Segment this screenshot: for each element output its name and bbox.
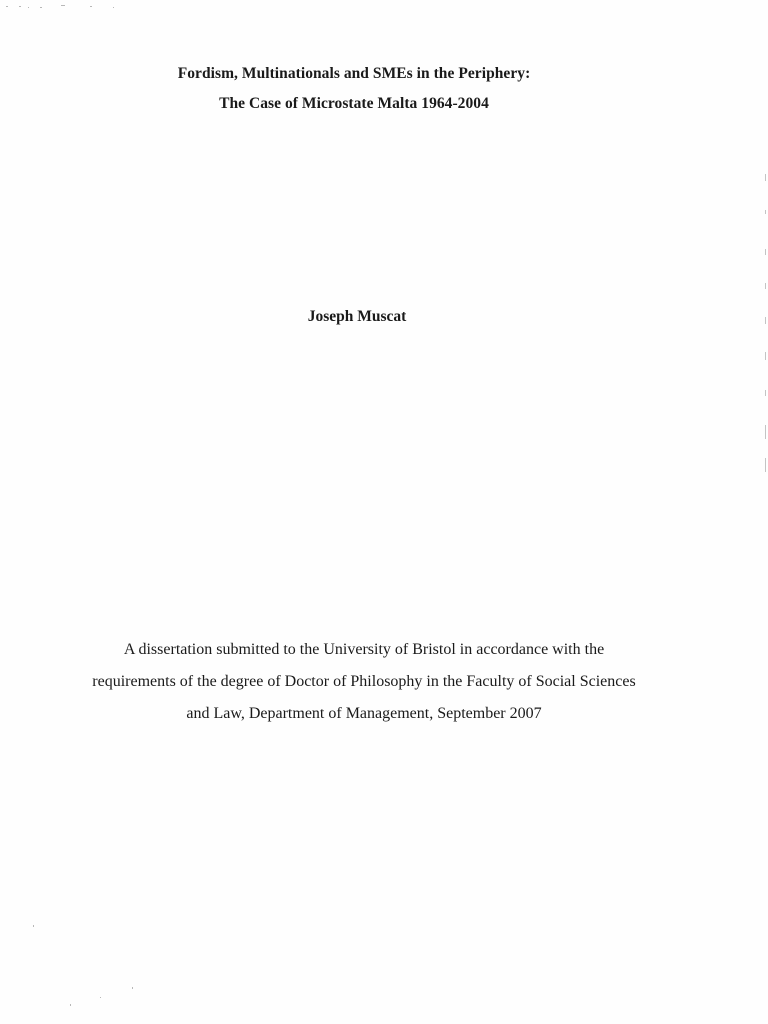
submission-statement-line-3: and Law, Department of Management, September 2007 [186, 705, 542, 722]
scan-speck [132, 987, 133, 989]
submission-statement-line-1: A dissertation submitted to the University of Bristol in accordance with the [123, 641, 605, 658]
scan-speck [70, 1004, 71, 1006]
scan-edge-mark [765, 390, 766, 396]
scan-edge-mark [765, 458, 766, 472]
scan-edge-mark [765, 249, 766, 255]
scan-speck [113, 7, 114, 8]
scan-edge-mark [765, 283, 766, 289]
scan-edge-mark [765, 352, 766, 360]
scan-speck [90, 6, 92, 7]
scan-edge-mark [765, 174, 766, 181]
scan-speck [40, 7, 42, 8]
scan-edge-mark [765, 425, 766, 439]
title-line-2: The Case of Microstate Malta 1964-2004 [219, 95, 489, 112]
scan-edge-mark [765, 210, 766, 214]
scan-speck [33, 925, 34, 927]
scan-edge-mark [765, 317, 766, 324]
scan-speck [19, 6, 21, 7]
author-name: Joseph Muscat [307, 308, 407, 325]
scan-speck [61, 5, 65, 6]
scan-speck [6, 6, 8, 7]
scan-speck [28, 7, 29, 8]
scan-speck [100, 997, 101, 998]
title-line-1: Fordism, Multinationals and SMEs in the Periphery: [177, 65, 531, 82]
submission-statement-line-2: requirements of the degree of Doctor of Philosophy in the Faculty of Social Sciences [92, 673, 636, 690]
